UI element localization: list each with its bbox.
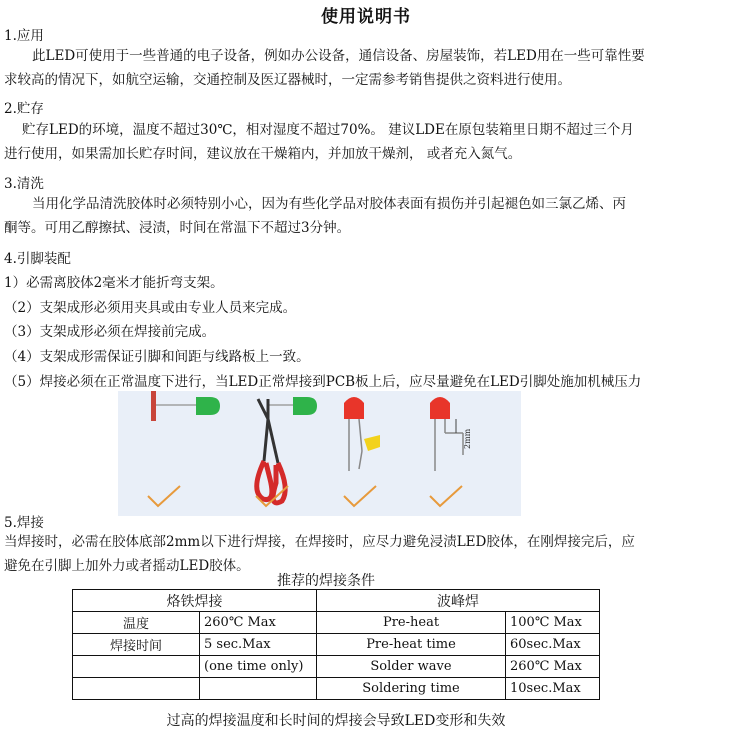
header-iron: 烙铁焊接	[73, 590, 317, 612]
section-heading-application: 1.应用	[4, 28, 44, 44]
table-cell: Pre-heat time	[317, 634, 506, 656]
footer-note: 过高的焊接温度和长时间的焊接会导致LED变形和失效	[166, 713, 506, 729]
lead-forming-item-5: （5）焊接必须在正常温度下进行，当LED正常焊接到PCB板上后，应尽量避免在LED引脚处施加机械压力	[4, 374, 642, 390]
lead-forming-item-1: 1）必需离胶体2毫米才能折弯支架。	[4, 275, 224, 291]
soldering-line-1: 当焊接时，必需在胶体底部2mm以下进行焊接，在焊接时，应尽力避免浸渍LED胶体，在刚焊接完后，应	[4, 534, 635, 550]
cleaning-line-2: 酮等。可用乙醇擦拭、浸渍，时间在常温下不超过3分钟。	[4, 220, 351, 236]
check-icon-4	[430, 486, 462, 506]
table-cell	[200, 678, 317, 700]
dimension-label: 2mm	[463, 428, 472, 449]
table-row	[73, 656, 600, 678]
lead-forming-figure	[118, 391, 521, 516]
application-line-2: 求较高的情况下，如航空运输，交通控制及医辽器械时，一定需参考销售提供之资料进行使用。	[4, 72, 571, 88]
application-paragraph	[4, 44, 728, 92]
table-cell: 10sec.Max	[506, 678, 600, 700]
table-cell: 260℃ Max	[506, 656, 600, 678]
cleaning-line-1: 当用化学品清洗胶体时必须特别小心，因为有些化学品对胶体表面有损伤并引起褪色如三氯乙烯、丙	[32, 196, 626, 212]
soldering-line-2: 避免在引脚上加外力或者摇动LED胶体。	[4, 558, 250, 574]
lead-forming-item-3: （3）支架成形必须在焊接前完成。	[4, 324, 216, 340]
red-led-dimension	[430, 397, 472, 471]
table-cell: Pre-heat	[317, 612, 506, 634]
soldering-conditions-table	[72, 589, 600, 700]
table-cell: 温度	[73, 612, 200, 634]
table-cell: 焊接时间	[73, 634, 200, 656]
table-cell: 60sec.Max	[506, 634, 600, 656]
lead-forming-item-2: （2）支架成形必须用夹具或由专业人员来完成。	[4, 300, 297, 316]
table-cell: Solder wave	[317, 656, 506, 678]
storage-line-2: 进行使用，如果需加长贮存时间，建议放在干燥箱内，并加放干燥剂， 或者充入氮气。	[4, 146, 522, 162]
section-heading-storage: 2.贮存	[4, 101, 44, 117]
lead-forming-illustration	[118, 391, 521, 516]
check-icon-1	[148, 486, 180, 506]
table-row	[73, 612, 600, 634]
table-cell: 260℃ Max	[200, 612, 317, 634]
table-cell: (one time only)	[200, 656, 317, 678]
section-heading-lead-forming: 4.引脚装配	[4, 251, 71, 267]
table-cell: 5 sec.Max	[200, 634, 317, 656]
application-line-1: 此LED可使用于一些普通的电子设备，例如办公设备，通信设备、房屋装饰，若LED用在一些可靠性要	[32, 48, 645, 64]
header-wave: 波峰焊	[317, 590, 600, 612]
table-row	[73, 634, 600, 656]
table-caption: 推荐的焊接条件	[277, 573, 375, 589]
lead-forming-item-4: （4）支架成形需保证引脚和间距与线路板上一致。	[4, 349, 310, 365]
storage-line-1: 贮存LED的环境，温度不超过30℃，相对湿度不超过70%。 建议LDE在原包装箱里日期不超过三个月	[22, 122, 634, 138]
table-row	[73, 678, 600, 700]
section-heading-cleaning: 3.清洗	[4, 176, 44, 192]
section-heading-soldering: 5.焊接	[4, 515, 44, 531]
table-cell: Soldering time	[317, 678, 506, 700]
green-led-fixture	[151, 391, 220, 421]
check-icon-3	[344, 486, 376, 506]
table-header-row	[73, 590, 600, 612]
cleaning-paragraph	[4, 192, 728, 240]
storage-paragraph	[4, 118, 728, 166]
table-cell	[73, 656, 200, 678]
table-cell	[73, 678, 200, 700]
page-title: 使用说明书	[321, 7, 411, 27]
table-cell: 100℃ Max	[506, 612, 600, 634]
red-led-soldering	[344, 397, 380, 471]
